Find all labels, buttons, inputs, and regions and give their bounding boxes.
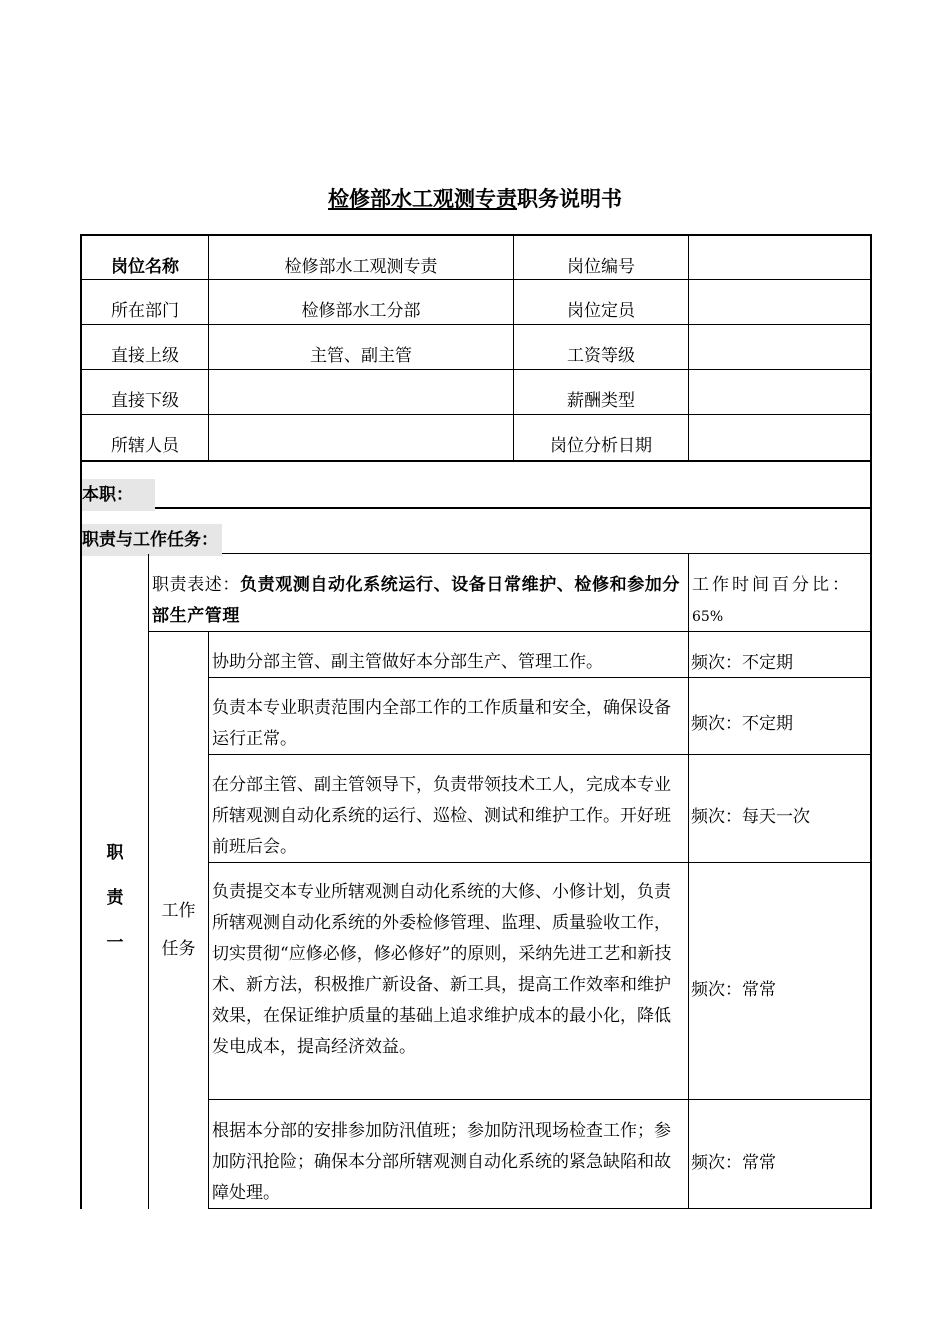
duty-1-description: 职责表述：负责观测自动化系统运行、设备日常维护、检修和参加分部生产管理 <box>152 575 680 626</box>
duty-1-time-value: 65% <box>692 609 724 625</box>
value-pay-type <box>689 385 870 417</box>
duty-1-time-label: 工作时间百分比： <box>692 575 852 595</box>
table-top-border <box>80 234 872 236</box>
task-item-1: 协助分部主管、副主管做好本分部生产、管理工作。 <box>212 652 603 672</box>
row-divider <box>208 1099 871 1100</box>
document-title: 检修部水工观测专责职务说明书 <box>328 187 622 211</box>
label-pay-type: 薪酬类型 <box>567 391 635 411</box>
task-item-1-frequency: 频次：不定期 <box>691 653 793 673</box>
label-staff: 所辖人员 <box>111 436 179 456</box>
task-label: 工作 任务 <box>161 901 196 959</box>
label-headcount: 岗位定员 <box>567 301 635 321</box>
value-staff <box>209 430 513 462</box>
task-item-4-frequency: 频次：常常 <box>691 980 776 1000</box>
label-department: 所在部门 <box>111 301 179 321</box>
col-divider <box>148 554 149 1209</box>
task-item-3-frequency: 频次：每天一次 <box>691 807 810 827</box>
value-superior: 主管、副主管 <box>310 346 412 366</box>
task-item-4: 负责提交本专业所辖观测自动化系统的大修、小修计划，负责所辖观测自动化系统的外委检修管理、监理、质量验收工作，切实贯彻“应修必修，修必修好”的原则，采纳先进工艺和新技术、新方法，积极推广新设备、新工具，提高工作效率和维护效果，在保证维护质量的基础上追求维护成本的最小化，降低发电成本，提高经济效益。 <box>212 882 672 1057</box>
task-item-3: 在分部主管、副主管领导下，负责带领技术工人，完成本专业所辖观测自动化系统的运行、巡检、测试和维护工作。开好班前班后会。 <box>212 775 671 857</box>
table-right-border <box>870 234 872 1209</box>
task-item-2: 负责本专业职责范围内全部工作的工作质量和安全，确保设备运行正常。 <box>212 698 671 749</box>
value-subordinate <box>209 385 513 417</box>
label-superior: 直接上级 <box>111 346 179 366</box>
label-position-number: 岗位编号 <box>567 257 635 277</box>
task-item-2-frequency: 频次：不定期 <box>691 714 793 734</box>
value-salary-grade <box>689 340 870 372</box>
label-salary-grade: 工资等级 <box>567 346 635 366</box>
task-item-5: 根据本分部的安排参加防汛值班；参加防汛现场检查工作；参加防汛抢险；确保本分部所辖观测自动化系统的紧急缺陷和故障处理。 <box>212 1121 671 1203</box>
label-subordinate: 直接下级 <box>111 391 179 411</box>
col-divider <box>688 554 689 1209</box>
section-divider <box>80 507 872 509</box>
value-headcount <box>689 295 870 327</box>
table-left-border <box>80 234 82 1209</box>
value-analysis-date <box>689 430 870 462</box>
value-department: 检修部水工分部 <box>301 301 421 321</box>
value-position-number <box>689 251 870 283</box>
value-position-name: 检修部水工观测专责 <box>284 257 438 277</box>
task-item-5-frequency: 频次：常常 <box>691 1153 776 1173</box>
label-position-name: 岗位名称 <box>111 257 179 277</box>
section-benzhi: 本职： <box>82 479 155 511</box>
label-analysis-date: 岗位分析日期 <box>550 436 652 456</box>
section-duties-header: 职责与工作任务： <box>82 524 222 556</box>
duty-1-label: 职 责 一 <box>106 843 124 953</box>
